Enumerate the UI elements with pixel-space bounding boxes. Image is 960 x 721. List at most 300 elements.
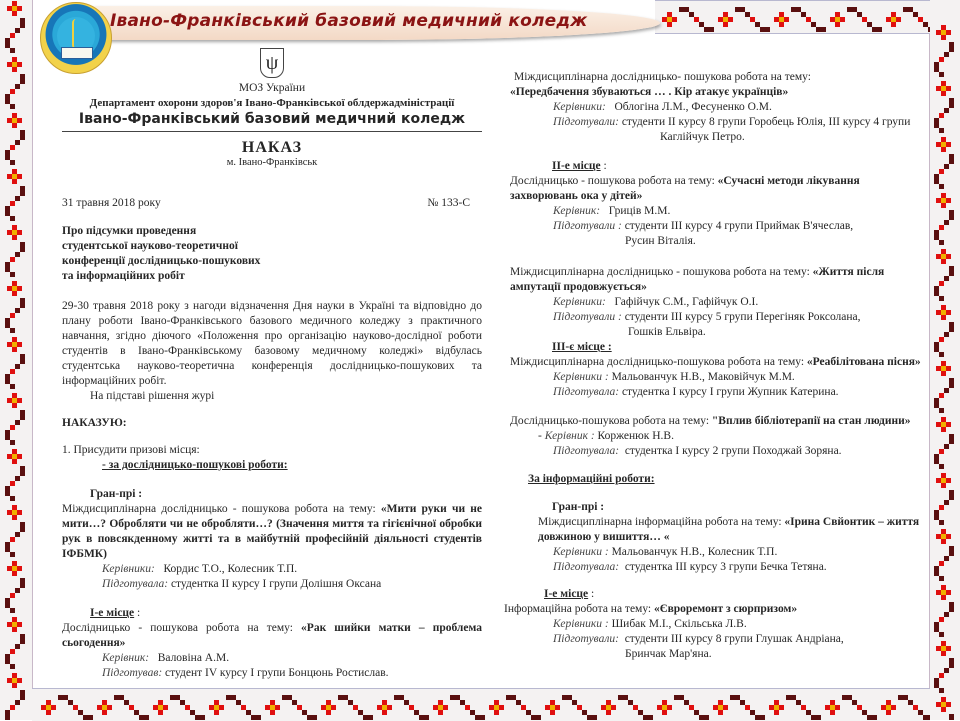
document-page-right	[504, 70, 930, 662]
embroidery-stitch	[939, 576, 944, 581]
embroidery-stitch	[7, 174, 12, 179]
embroidery-stitch	[382, 700, 387, 705]
embroidery-stitch	[12, 454, 17, 459]
embroidery-stitch	[939, 464, 944, 469]
embroidery-stitch	[936, 310, 941, 315]
embroidery-stitch	[409, 705, 414, 710]
embroidery-stitch	[10, 537, 15, 542]
supervisors: Гафійчук С.М., Гафійчук О.І.	[614, 296, 759, 308]
embroidery-stitch	[847, 695, 852, 700]
embroidery-stitch	[443, 705, 448, 710]
supervisors: Облогіна Л.М., Фесуненко О.М.	[614, 101, 772, 113]
embroidery-border-top	[655, 0, 930, 34]
embroidery-stitch	[363, 715, 368, 720]
header-title: Івано-Франківський базовий медичний коледж	[110, 11, 588, 31]
embroidery-stitch	[20, 247, 25, 252]
embroidery-stitch	[745, 12, 750, 17]
embroidery-stitch	[555, 705, 560, 710]
embroidery-stitch	[7, 286, 12, 291]
embroidery-stitch	[241, 705, 246, 710]
award-topic	[510, 174, 930, 204]
embroidery-stitch	[5, 38, 10, 43]
embroidery-stitch	[944, 52, 949, 57]
embroidery-stitch	[5, 374, 10, 379]
embroidery-stitch	[7, 398, 12, 403]
embroidery-stitch	[17, 62, 22, 67]
prepared-label: Підготував:	[102, 667, 163, 679]
award-label: ІІІ-є місце :	[552, 341, 612, 353]
embroidery-stitch	[10, 272, 15, 277]
supervisors-label: Керівники:	[553, 101, 606, 113]
embroidery-stitch	[949, 103, 954, 108]
embroidery-stitch	[582, 710, 587, 715]
embroidery-stitch	[15, 476, 20, 481]
embroidery-stitch	[10, 257, 15, 262]
embroidery-stitch	[404, 700, 409, 705]
embroidery-stitch	[5, 430, 10, 435]
embroidery-stitch	[12, 515, 17, 520]
embroidery-stitch	[7, 454, 12, 459]
embroidery-stitch	[941, 35, 946, 40]
embroidery-stitch	[51, 705, 56, 710]
prepared-label: Підготувала:	[553, 386, 620, 398]
embroidery-stitch	[657, 705, 662, 710]
embroidery-stitch	[949, 210, 954, 215]
embroidery-stitch	[20, 527, 25, 532]
embroidery-stitch	[709, 27, 714, 32]
embroidery-stitch	[12, 235, 17, 240]
embroidery-stitch	[12, 510, 17, 515]
embroidery-stitch	[256, 715, 261, 720]
embroidery-stitch	[5, 43, 10, 48]
embroidery-stitch	[750, 17, 755, 22]
embroidery-stitch	[941, 25, 946, 30]
embroidery-stitch	[941, 315, 946, 320]
embroidery-stitch	[684, 7, 689, 12]
embroidery-stitch	[10, 313, 15, 318]
embroidery-stitch	[946, 86, 951, 91]
embroidery-stitch	[5, 323, 10, 328]
embroidery-stitch	[941, 81, 946, 86]
embroidery-stitch	[835, 12, 840, 17]
embroidery-stitch	[17, 230, 22, 235]
embroidery-stitch	[765, 27, 770, 32]
embroidery-stitch	[934, 566, 939, 571]
topic-title: «Євроремонт з сюрпризом»	[654, 603, 798, 615]
supervisors: Гриців М.М.	[608, 205, 671, 217]
embroidery-stitch	[10, 328, 15, 333]
embroidery-stitch	[944, 668, 949, 673]
embroidery-stitch	[949, 271, 954, 276]
embroidery-stitch	[949, 215, 954, 220]
supervisors-label: Керівники :	[553, 371, 609, 383]
embroidery-stitch	[857, 705, 862, 710]
embroidery-stitch	[475, 715, 480, 720]
embroidery-stitch	[941, 305, 946, 310]
award-label: Гран-прі :	[90, 488, 143, 500]
embroidery-stitch	[949, 490, 954, 495]
embroidery-stitch	[10, 89, 15, 94]
embroidery-stitch	[10, 33, 15, 38]
embroidery-stitch	[949, 322, 954, 327]
embroidery-stitch	[12, 505, 17, 510]
embroidery-stitch	[941, 310, 946, 315]
embroidery-stitch	[648, 715, 653, 720]
order-date: 31 травня 2018 року	[62, 197, 161, 209]
topic-prefix: Міждисциплінарна дослідницько- пошукова робота на тему:	[514, 71, 811, 83]
embroidery-stitch	[572, 700, 577, 705]
embroidery-stitch	[226, 695, 231, 700]
embroidery-stitch	[438, 705, 443, 710]
embroidery-stitch	[852, 7, 857, 12]
embroidery-stitch	[58, 695, 63, 700]
embroidery-stitch	[88, 715, 93, 720]
embroidery-stitch	[353, 705, 358, 710]
embroidery-stitch	[941, 137, 946, 142]
embroidery-stitch	[12, 459, 17, 464]
embroidery-stitch	[20, 242, 25, 247]
embroidery-stitch	[382, 705, 387, 710]
embroidery-stitch	[5, 318, 10, 323]
city: м. Івано-Франківськ	[226, 157, 318, 168]
prepared-label: Підготували:	[553, 633, 619, 645]
embroidery-stitch	[470, 710, 475, 715]
prepared-by-cont: Гошків Ельвіра.	[628, 326, 706, 338]
document-type: НАКАЗ	[241, 139, 303, 156]
embroidery-stitch	[939, 520, 944, 525]
embroidery-stitch	[672, 17, 677, 22]
embroidery-stitch	[934, 174, 939, 179]
topic-prefix: Міждисциплінарна інформаційна робота на тему:	[538, 516, 782, 528]
embroidery-stitch	[20, 191, 25, 196]
award-grand-prix	[62, 487, 482, 592]
embroidery-stitch	[835, 17, 840, 22]
embroidery-stitch	[862, 710, 867, 715]
embroidery-stitch	[679, 7, 684, 12]
embroidery-stitch	[934, 286, 939, 291]
prepared-label: Підготувала:	[553, 445, 620, 457]
embroidery-stitch	[12, 403, 17, 408]
embroidery-stitch	[830, 710, 835, 715]
embroidery-stitch	[674, 695, 679, 700]
embroidery-stitch	[438, 710, 443, 715]
embroidery-stitch	[946, 534, 951, 539]
embroidery-stitch	[10, 705, 15, 710]
embroidery-stitch	[949, 383, 954, 388]
embroidery-stitch	[735, 7, 740, 12]
embroidery-stitch	[12, 627, 17, 632]
embroidery-stitch	[107, 705, 112, 710]
embroidery-stitch	[755, 715, 760, 720]
embroidery-stitch	[662, 705, 667, 710]
embroidery-stitch	[12, 179, 17, 184]
embroidery-stitch	[20, 410, 25, 415]
embroidery-stitch	[7, 510, 12, 515]
embroidery-stitch	[941, 478, 946, 483]
embroidery-stitch	[796, 700, 801, 705]
embroidery-stitch	[941, 427, 946, 432]
embroidery-stitch	[521, 705, 526, 710]
embroidery-stitch	[936, 198, 941, 203]
supervisors-label: Керівник:	[102, 652, 150, 664]
embroidery-stitch	[10, 552, 15, 557]
embroidery-stitch	[941, 534, 946, 539]
embroidery-stitch	[15, 532, 20, 537]
embroidery-stitch	[20, 135, 25, 140]
embroidery-stitch	[7, 118, 12, 123]
embroidery-stitch	[796, 7, 801, 12]
embroidery-stitch	[689, 705, 694, 710]
embroidery-stitch	[302, 710, 307, 715]
embroidery-stitch	[10, 664, 15, 669]
embroidery-stitch	[934, 179, 939, 184]
embroidery-stitch	[20, 298, 25, 303]
embroidery-stitch	[949, 98, 954, 103]
supervisors: Корженюк Н.В.	[597, 430, 674, 442]
embroidery-stitch	[941, 483, 946, 488]
embroidery-stitch	[12, 174, 17, 179]
embroidery-stitch	[896, 17, 901, 22]
supervisors: Мальованчук Н.В., Колесник Т.П.	[611, 546, 778, 558]
topic-title: "Вплив бібліотерапії на стан людини»	[711, 415, 911, 427]
embroidery-stitch	[941, 254, 946, 259]
embroidery-stitch	[12, 678, 17, 683]
embroidery-stitch	[939, 296, 944, 301]
embroidery-stitch	[12, 622, 17, 627]
embroidery-stitch	[944, 612, 949, 617]
embroidery-stitch	[939, 337, 944, 342]
prepared-by: студент ІV курсу І групи Бонцюнь Ростислав.	[165, 667, 389, 679]
embroidery-stitch	[5, 155, 10, 160]
embroidery-stitch	[12, 347, 17, 352]
embroidery-stitch	[939, 632, 944, 637]
embroidery-stitch	[15, 364, 20, 369]
embroidery-stitch	[158, 710, 163, 715]
embroidery-stitch	[638, 710, 643, 715]
embroidery-stitch	[175, 695, 180, 700]
embroidery-stitch	[891, 17, 896, 22]
embroidery-stitch	[949, 154, 954, 159]
embroidery-stitch	[852, 700, 857, 705]
embroidery-stitch	[15, 308, 20, 313]
embroidery-stitch	[10, 369, 15, 374]
embroidery-stitch	[928, 715, 930, 720]
embroidery-stitch	[10, 201, 15, 206]
embroidery-stitch	[5, 654, 10, 659]
embroidery-stitch	[939, 408, 944, 413]
embroidery-stitch	[214, 705, 219, 710]
embroidery-stitch	[949, 602, 954, 607]
award-topic	[62, 502, 482, 562]
embroidery-stitch	[12, 169, 17, 174]
embroidery-stitch	[326, 710, 331, 715]
embroidery-stitch	[20, 18, 25, 23]
embroidery-stitch	[102, 710, 107, 715]
embroidery-stitch	[20, 578, 25, 583]
embroidery-stitch	[214, 700, 219, 705]
embroidery-stitch	[46, 700, 51, 705]
embroidery-stitch	[903, 695, 908, 700]
header-divider	[62, 131, 482, 132]
embroidery-stitch	[946, 142, 951, 147]
embroidery-stitch	[494, 705, 499, 710]
embroidery-stitch	[10, 145, 15, 150]
embroidery-stitch	[934, 571, 939, 576]
embroidery-stitch	[17, 286, 22, 291]
embroidery-stitch	[944, 332, 949, 337]
embroidery-stitch	[15, 588, 20, 593]
embroidery-stitch	[941, 539, 946, 544]
embroidery-stitch	[20, 634, 25, 639]
embroidery-stitch	[941, 529, 946, 534]
prepared-by: студенти ІІІ курсу 8 групи Глушак Андріана,	[624, 633, 844, 645]
embroidery-stitch	[718, 700, 723, 705]
embroidery-stitch	[949, 47, 954, 52]
embroidery-stitch	[550, 705, 555, 710]
embroidery-stitch	[139, 715, 144, 720]
embroidery-stitch	[606, 700, 611, 705]
embroidery-stitch	[723, 705, 728, 710]
jury-decision: На підставі рішення журі	[90, 390, 215, 402]
embroidery-stitch	[17, 678, 22, 683]
embroidery-stitch	[847, 7, 852, 12]
embroidery-stitch	[433, 705, 438, 710]
embroidery-stitch	[12, 281, 17, 286]
embroidery-stitch	[718, 705, 723, 710]
embroidery-stitch	[12, 337, 17, 342]
embroidery-stitch	[10, 104, 15, 109]
embroidery-stitch	[5, 659, 10, 664]
award-third-place	[510, 340, 930, 400]
supervisors-label: Керівники :	[553, 546, 609, 558]
embroidery-stitch	[124, 700, 129, 705]
embroidery-stitch	[7, 678, 12, 683]
embroidery-stitch	[15, 252, 20, 257]
embroidery-stitch	[941, 249, 946, 254]
embroidery-stitch	[153, 705, 158, 710]
embroidery-stitch	[941, 651, 946, 656]
embroidery-stitch	[506, 695, 511, 700]
embroidery-stitch	[5, 710, 10, 715]
embroidery-stitch	[17, 342, 22, 347]
award-topic	[510, 265, 930, 295]
embroidery-stitch	[934, 622, 939, 627]
embroidery-stitch	[774, 705, 779, 710]
embroidery-stitch	[246, 710, 251, 715]
embroidery-stitch	[934, 398, 939, 403]
embroidery-stitch	[20, 186, 25, 191]
embroidery-stitch	[857, 12, 862, 17]
embroidery-stitch	[923, 715, 928, 720]
embroidery-stitch	[214, 710, 219, 715]
embroidery-stitch	[526, 710, 531, 715]
embroidery-stitch	[949, 714, 954, 719]
embroidery-stitch	[480, 715, 485, 720]
embroidery-stitch	[643, 715, 648, 720]
embroidery-stitch	[102, 705, 107, 710]
embroidery-stitch	[343, 695, 348, 700]
embroidery-stitch	[774, 17, 779, 22]
embroidery-stitch	[684, 700, 689, 705]
embroidery-stitch	[949, 266, 954, 271]
embroidery-stitch	[5, 379, 10, 384]
embroidery-stitch	[251, 715, 256, 720]
embroidery-stitch	[17, 398, 22, 403]
embroidery-stitch	[881, 705, 886, 710]
embroidery-stitch	[918, 17, 923, 22]
embroidery-stitch	[936, 30, 941, 35]
subject-line: студентської науково-теоретичної	[62, 240, 238, 252]
embroidery-stitch	[292, 700, 297, 705]
embroidery-stitch	[699, 22, 704, 27]
embroidery-stitch	[898, 695, 903, 700]
embroidery-stitch	[835, 22, 840, 27]
embroidery-stitch	[419, 715, 424, 720]
embroidery-stitch	[939, 281, 944, 286]
embroidery-stitch	[934, 515, 939, 520]
embroidery-stitch	[12, 398, 17, 403]
embroidery-stitch	[562, 695, 567, 700]
embroidery-stitch	[939, 57, 944, 62]
embroidery-stitch	[46, 705, 51, 710]
embroidery-stitch	[949, 327, 954, 332]
intro-paragraph: 29-30 травня 2018 року з нагоди відзначення Дня науки в Україні та відповідно до плану роботи Івано-Франківського базового медичного коледжу з практичного навчання, згідно діючого «Положення про організацію науково-дослідної роботи студентів в Івано-Франківському базовому медичному коледжі» відбулась студентська науково-теоретична конференція дослідницько-пошукових та інформаційних робіт.	[62, 300, 482, 387]
embroidery-stitch	[15, 644, 20, 649]
embroidery-stitch	[735, 695, 740, 700]
embroidery-stitch	[801, 705, 806, 710]
embroidery-stitch	[891, 705, 896, 710]
prepared-by-cont: Бринчак Мар'яна.	[625, 648, 712, 660]
embroidery-stitch	[270, 705, 275, 710]
embroidery-stitch	[667, 22, 672, 27]
embroidery-stitch	[936, 86, 941, 91]
topic-title: «Передбачення збуваються … . Кір атакує українців»	[510, 86, 789, 98]
embroidery-stitch	[740, 700, 745, 705]
embroidery-stitch	[5, 598, 10, 603]
embroidery-stitch	[270, 700, 275, 705]
embroidery-stitch	[5, 542, 10, 547]
embroidery-stitch	[941, 590, 946, 595]
embroidery-stitch	[63, 695, 68, 700]
embroidery-stitch	[946, 422, 951, 427]
embroidery-stitch	[12, 230, 17, 235]
embroidery-stitch	[723, 17, 728, 22]
embroidery-stitch	[102, 700, 107, 705]
embroidery-stitch	[12, 1, 17, 6]
embroidery-stitch	[10, 593, 15, 598]
embroidery-stitch	[180, 700, 185, 705]
embroidery-stitch	[185, 705, 190, 710]
embroidery-stitch	[494, 710, 499, 715]
embroidery-stitch	[10, 48, 15, 53]
embroidery-stitch	[321, 705, 326, 710]
embroidery-stitch	[842, 695, 847, 700]
embroidery-stitch	[840, 17, 845, 22]
embroidery-stitch	[886, 705, 891, 710]
embroidery-stitch	[15, 84, 20, 89]
embroidery-stitch	[12, 123, 17, 128]
embroidery-stitch	[231, 695, 236, 700]
embroidery-stitch	[949, 439, 954, 444]
supervisors-label: Керівник :	[544, 430, 595, 442]
embroidery-stitch	[158, 700, 163, 705]
embroidery-stitch	[536, 715, 541, 720]
embroidery-stitch	[946, 702, 951, 707]
embroidery-stitch	[20, 583, 25, 588]
embroidery-stitch	[946, 646, 951, 651]
embroidery-stitch	[774, 710, 779, 715]
award-info-grand-prix	[510, 500, 930, 575]
